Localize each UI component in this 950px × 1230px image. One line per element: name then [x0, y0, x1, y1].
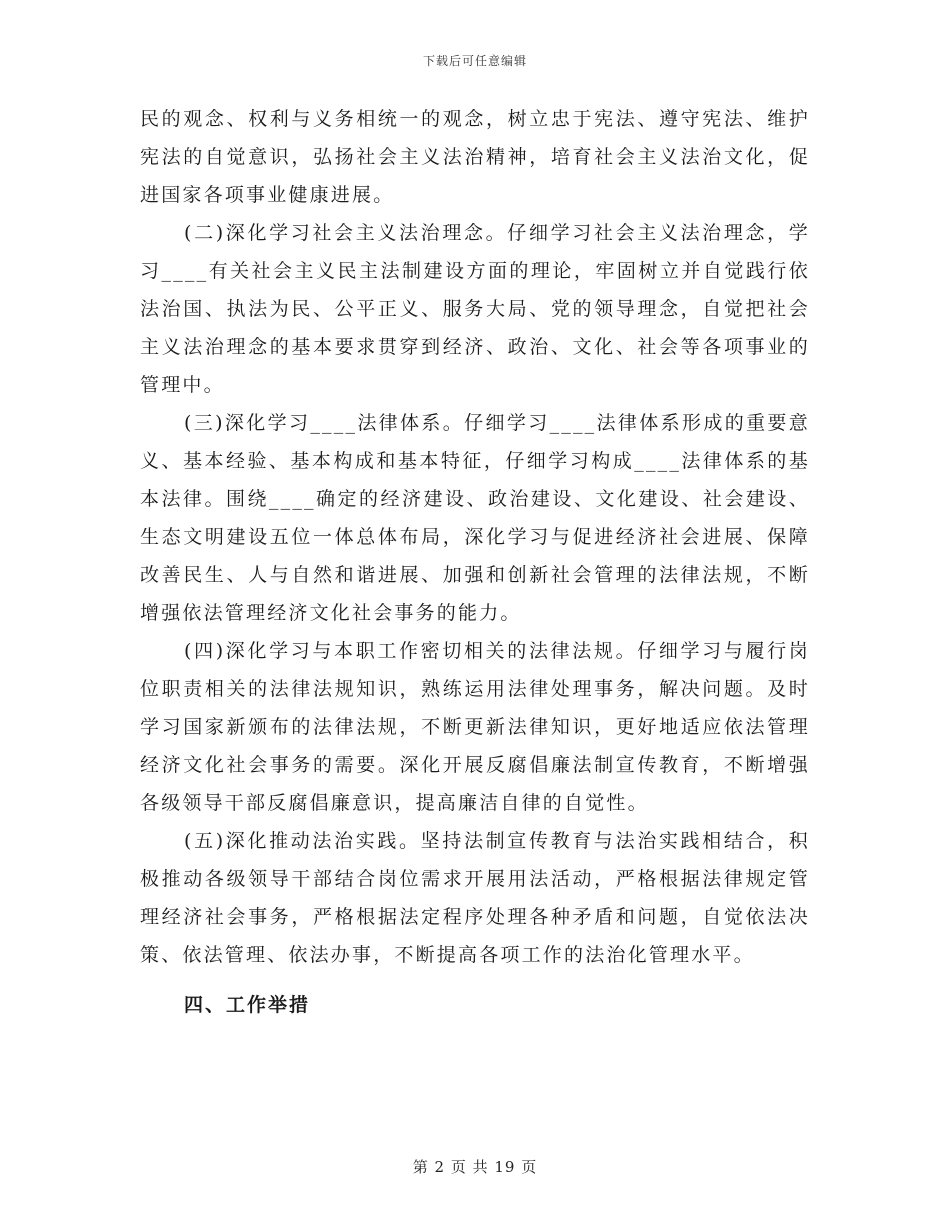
paragraph-item-2: (二)深化学习社会主义法治理念。仔细学习社会主义法治理念，学习____有关社会主义民主法制建设方面的理论，牢固树立并自觉践行依法治国、执法为民、公平正义、服务大局、党的领导理念，自觉把社会主义法治理念的基本要求贯穿到经济、政治、文化、社会等各项事业的管理中。: [140, 222, 810, 396]
section-heading: 四、工作举措: [184, 994, 311, 1016]
paragraph-item-4: (四)深化学习与本职工作密切相关的法律法规。仔细学习与履行岗位职责相关的法律法规知识，熟练运用法律处理事务，解决问题。及时学习国家新颁布的法律法规，不断更新法律知识，更好地适应依法管理经济文化社会事务的需要。深化开展反腐倡廉法制宣传教育，不断增强各级领导干部反腐倡廉意识，提高廉洁自律的自觉性。: [140, 640, 810, 814]
document-body: [140, 100, 810, 1024]
page-header: 下载后可任意编辑: [422, 54, 527, 68]
paragraph-item-3: (三)深化学习____法律体系。仔细学习____法律体系形成的重要意义、基本经验、基本构成和基本特征，仔细学习构成____法律体系的基本法律。围绕____确定的经济建设、政治建设、文化建设、社会建设、生态文明建设五位一体总体布局，深化学习与促进经济社会进展、保障改善民生、人与自然和谐进展、加强和创新社会管理的法律法规，不断增强依法管理经济文化社会事务的能力。: [140, 412, 810, 624]
paragraph-item-5: (五)深化推动法治实践。坚持法制宣传教育与法治实践相结合，积极推动各级领导干部结合岗位需求开展用法活动，严格根据法律规定管理经济社会事务，严格根据法定程序处理各种矛盾和问题，自觉依法决策、依法管理、依法办事，不断提高各项工作的法治化管理水平。: [140, 830, 810, 966]
paragraph-continuation: 民的观念、权利与义务相统一的观念，树立忠于宪法、遵守宪法、维护宪法的自觉意识，弘扬社会主义法治精神，培育社会主义法治文化，促进国家各项事业健康进展。: [140, 108, 810, 206]
page-number: 第 2 页 共 19 页: [412, 1158, 538, 1176]
